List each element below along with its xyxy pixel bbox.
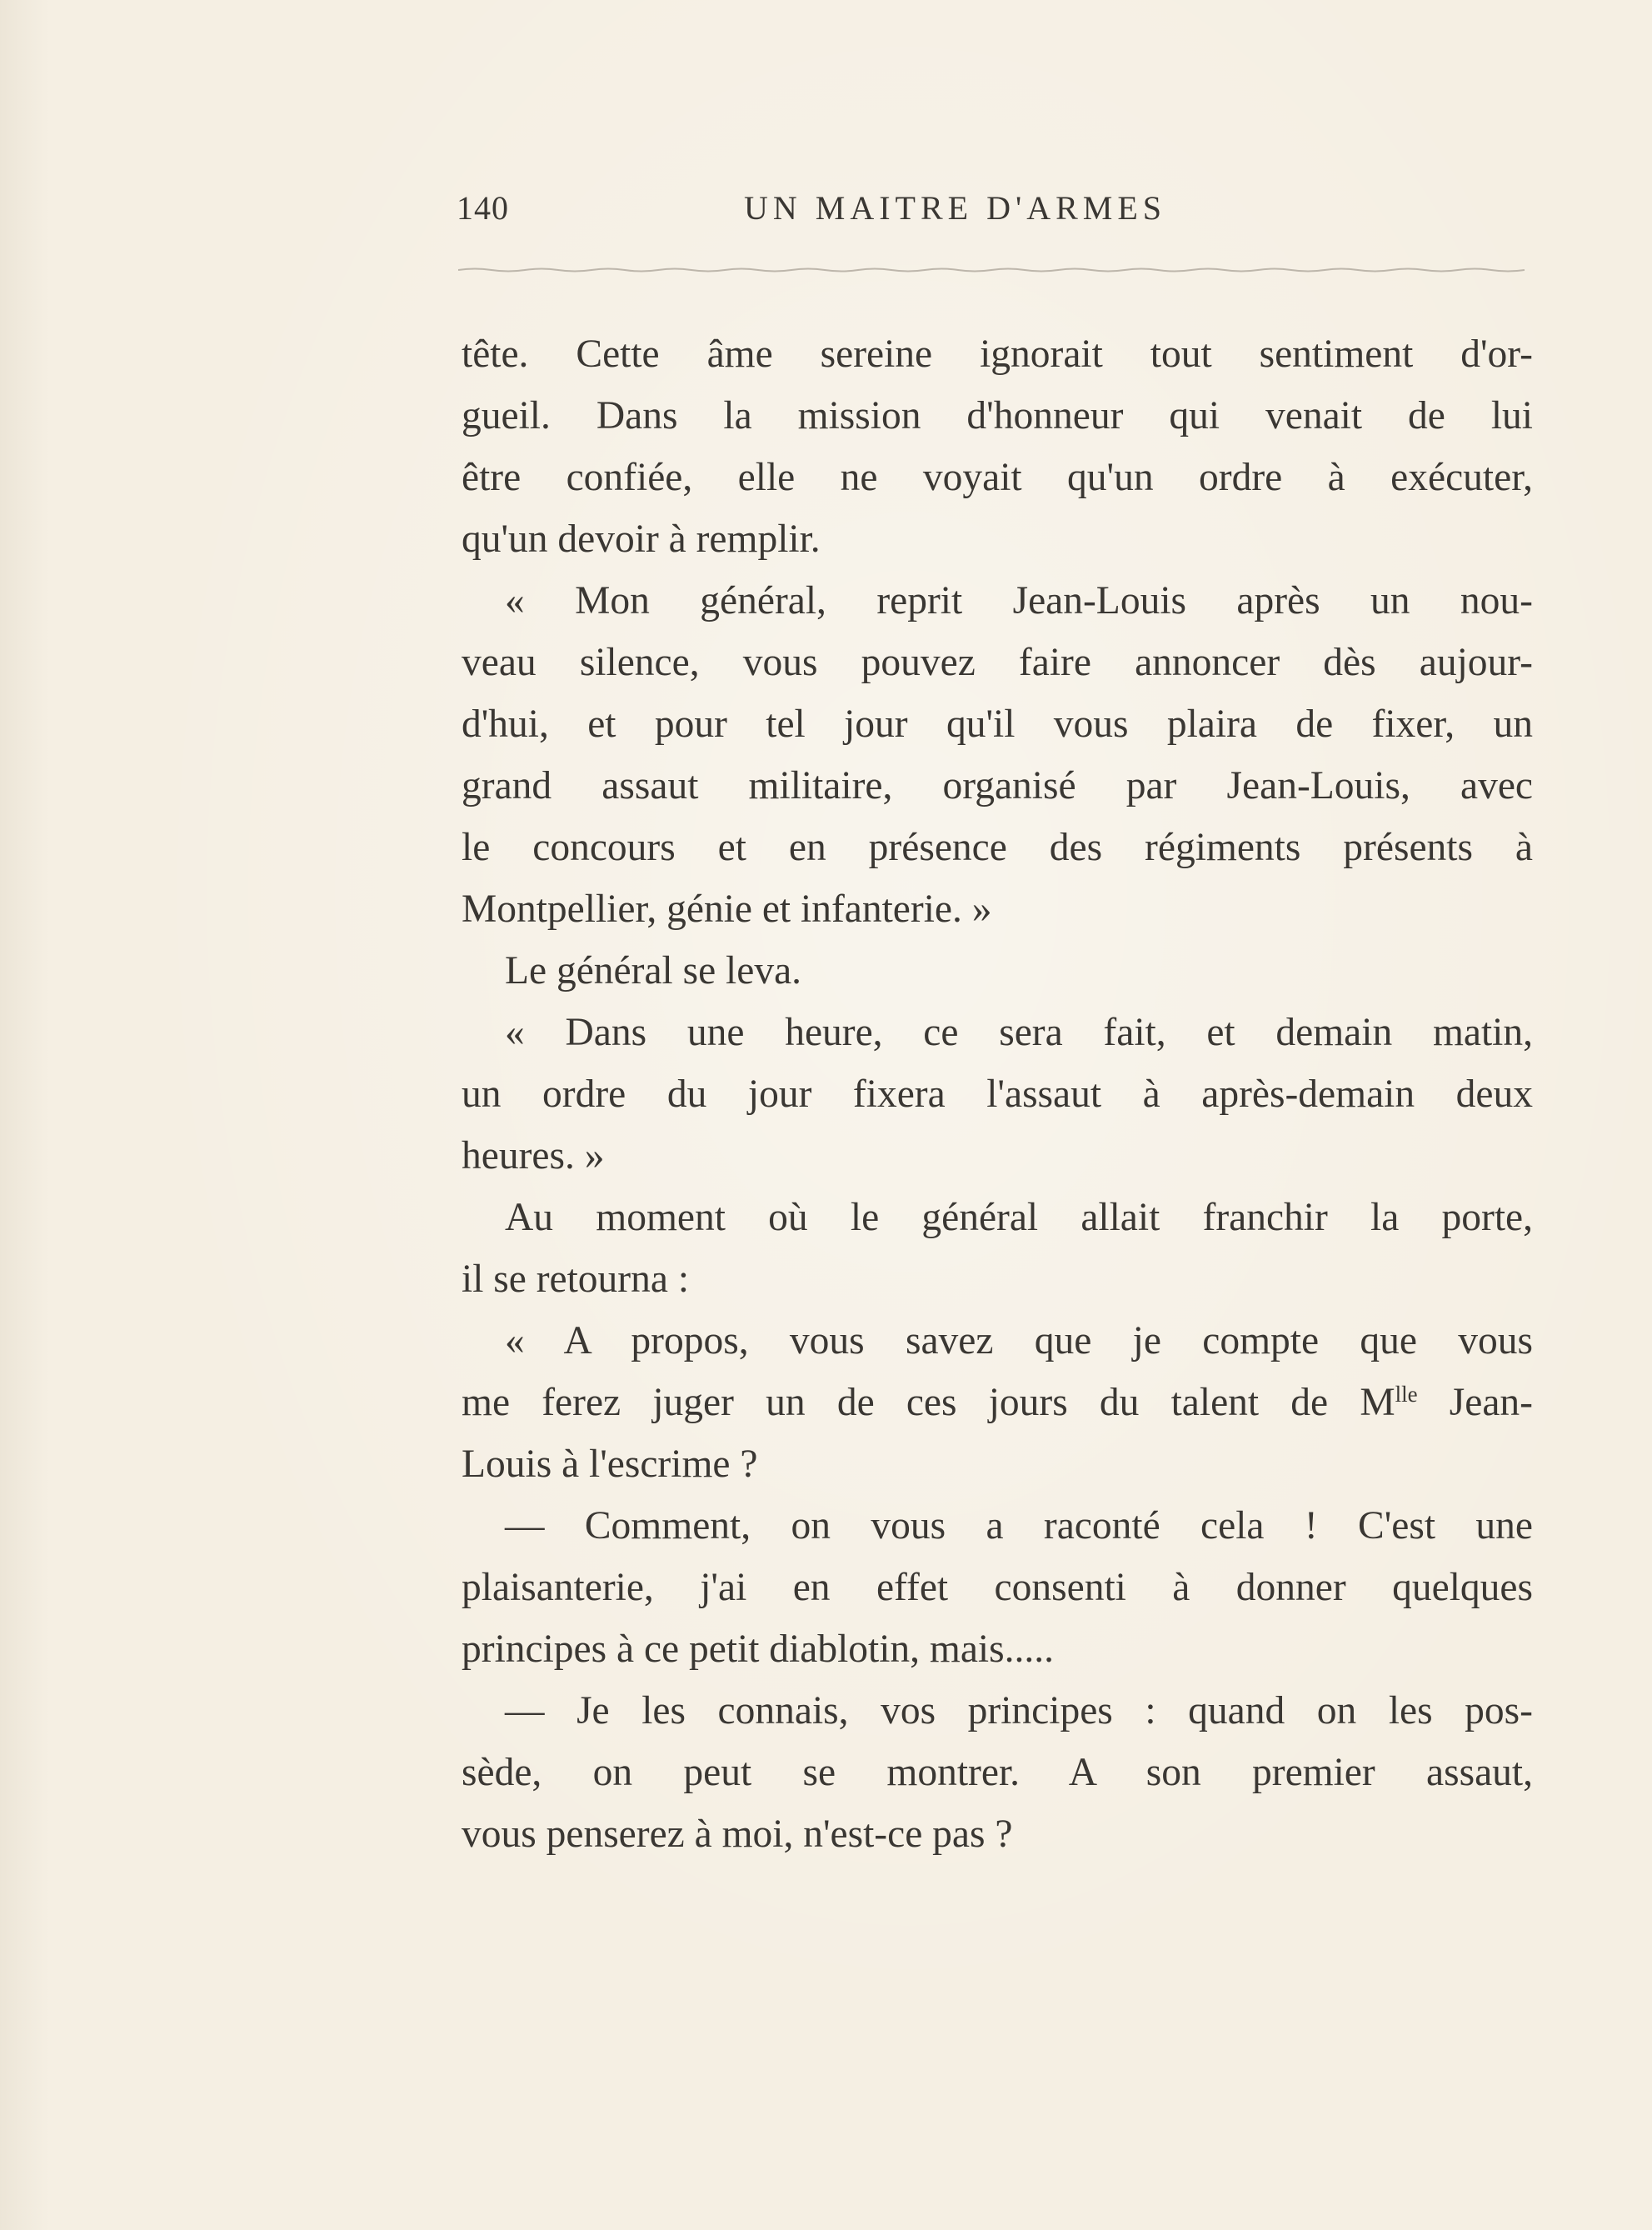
text-line: d'hui, et pour tel jour qu'il vous plaira de fixer, un [462,702,1533,746]
text-line: gueil. Dans la mission d'honneur qui venait de lui [462,394,1533,438]
text-line: « A propos, vous savez que je compte que vous [505,1319,1533,1362]
text-fragment: Jean- [1417,1381,1533,1424]
text-line: Au moment où le général allait franchir la porte, [505,1196,1533,1239]
text-line: Le général se leva. [505,949,802,992]
running-title: UN MAITRE D'ARMES [744,189,1166,227]
text-line [462,1372,1533,1433]
page-header [457,188,1531,238]
text-line: vous penserez à moi, n'est-ce pas ? [462,1812,1013,1856]
text-line: Louis à l'escrime ? [462,1442,758,1486]
text-line: être confiée, elle ne voyait qu'un ordre à exécuter, [462,456,1533,499]
text-line: grand assaut militaire, organisé par Jean-Louis, avec [462,764,1533,808]
body-text [462,323,1533,1865]
text-fragment: me ferez juger un de ces jours du talent de M [462,1381,1395,1424]
text-line: — Je les connais, vos principes : quand on les pos- [505,1689,1533,1732]
text-line: qu'un devoir à remplir. [462,518,821,561]
text-line: « Mon général, reprit Jean-Louis après un nou- [505,579,1533,622]
header-rule [458,265,1525,273]
text-line: le concours et en présence des régiments présents à [462,826,1533,869]
text-line: principes à ce petit diablotin, mais..... [462,1628,1054,1671]
superscript: lle [1395,1382,1418,1407]
text-line: plaisanterie, j'ai en effet consenti à donner quelques [462,1566,1533,1609]
text-line: sède, on peut se montrer. A son premier assaut, [462,1751,1533,1794]
text-line: il se retourna : [462,1258,690,1301]
page-number: 140 [457,189,509,227]
text-line: un ordre du jour fixera l'assaut à après-demain deux [462,1072,1533,1116]
text-line: « Dans une heure, ce sera fait, et demain matin, [505,1011,1533,1054]
text-line: Montpellier, génie et infanterie. » [462,888,992,931]
text-line: tête. Cette âme sereine ignorait tout sentiment d'or- [462,332,1533,376]
text-line: heures. » [462,1134,605,1178]
text-line: — Comment, on vous a raconté cela ! C'est une [505,1504,1533,1548]
text-line: veau silence, vous pouvez faire annoncer dès aujour- [462,641,1533,684]
